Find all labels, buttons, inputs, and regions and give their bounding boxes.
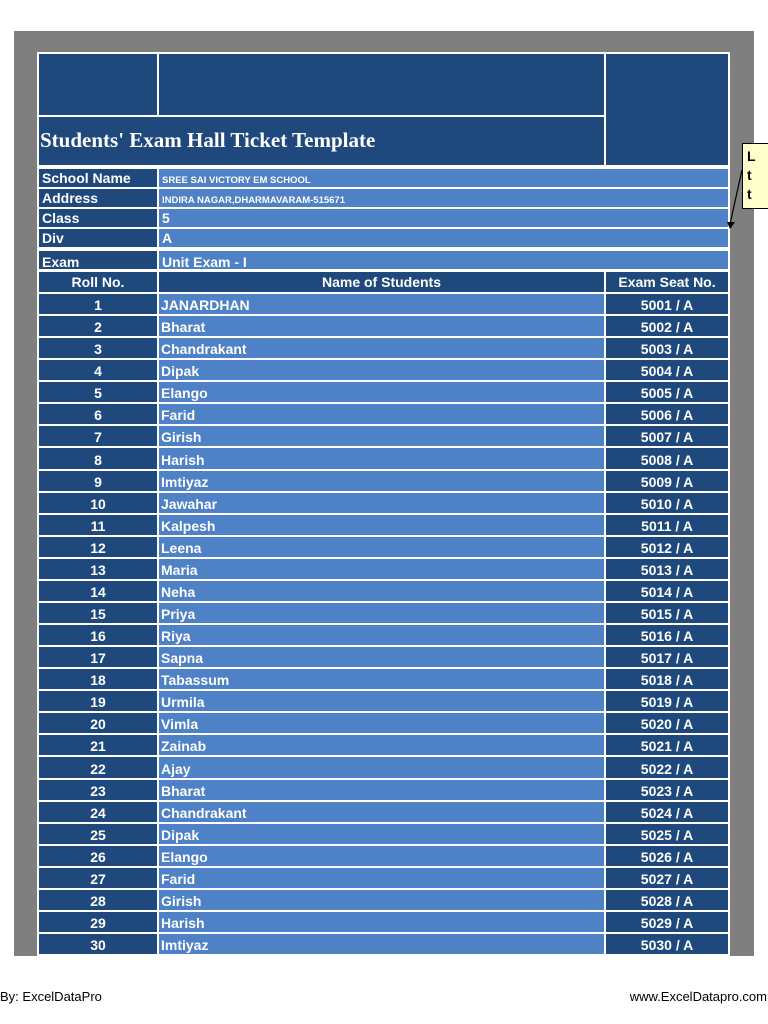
exam-seat-cell[interactable]: 5014 / A (604, 581, 730, 603)
roll-no-cell[interactable]: 2 (37, 316, 159, 338)
comment-text: L t t (747, 148, 756, 202)
class-label: Class (37, 207, 159, 229)
school-name-label: School Name (37, 167, 159, 189)
exam-seat-cell[interactable]: 5030 / A (604, 934, 730, 956)
comment-arrow-icon (726, 168, 746, 230)
exam-seat-cell[interactable]: 5005 / A (604, 382, 730, 404)
header-middle-cell (157, 52, 606, 117)
roll-no-cell[interactable]: 22 (37, 757, 159, 780)
exam-seat-cell[interactable]: 5011 / A (604, 515, 730, 537)
student-name-cell[interactable]: Neha (157, 581, 606, 603)
student-name-cell[interactable]: Chandrakant (157, 802, 606, 824)
exam-seat-cell[interactable]: 5008 / A (604, 448, 730, 471)
exam-seat-cell[interactable]: 5018 / A (604, 669, 730, 691)
footer-credit: By: ExcelDataPro (0, 989, 102, 1004)
student-name-cell[interactable]: Elango (157, 382, 606, 404)
exam-seat-cell[interactable]: 5002 / A (604, 316, 730, 338)
col-header-roll: Roll No. (37, 270, 159, 294)
roll-no-cell[interactable]: 5 (37, 382, 159, 404)
student-name-cell[interactable]: Farid (157, 868, 606, 890)
roll-no-cell[interactable]: 1 (37, 294, 159, 316)
exam-seat-cell[interactable]: 5019 / A (604, 691, 730, 713)
student-name-cell[interactable]: Ajay (157, 757, 606, 780)
roll-no-cell[interactable]: 9 (37, 471, 159, 493)
address-label: Address (37, 187, 159, 209)
student-name-cell[interactable]: Vimla (157, 713, 606, 735)
roll-no-cell[interactable]: 12 (37, 537, 159, 559)
address-value[interactable]: INDIRA NAGAR,DHARMAVARAM-515671 (157, 187, 730, 209)
roll-no-cell[interactable]: 16 (37, 625, 159, 647)
roll-no-cell[interactable]: 7 (37, 426, 159, 448)
student-name-cell[interactable]: Girish (157, 890, 606, 912)
student-name-cell[interactable]: Bharat (157, 780, 606, 802)
roll-no-cell[interactable]: 24 (37, 802, 159, 824)
roll-no-cell[interactable]: 27 (37, 868, 159, 890)
student-name-cell[interactable]: JANARDHAN (157, 294, 606, 316)
exam-label: Exam (37, 249, 159, 271)
exam-seat-cell[interactable]: 5003 / A (604, 338, 730, 360)
roll-no-cell[interactable]: 19 (37, 691, 159, 713)
student-name-cell[interactable]: Harish (157, 448, 606, 471)
roll-no-cell[interactable]: 6 (37, 404, 159, 426)
student-name-cell[interactable]: Farid (157, 404, 606, 426)
roll-no-cell[interactable]: 28 (37, 890, 159, 912)
roll-no-cell[interactable]: 11 (37, 515, 159, 537)
exam-seat-cell[interactable]: 5025 / A (604, 824, 730, 846)
roll-no-cell[interactable]: 15 (37, 603, 159, 625)
div-value[interactable]: A (157, 227, 730, 249)
student-name-cell[interactable]: Zainab (157, 735, 606, 757)
exam-seat-cell[interactable]: 5016 / A (604, 625, 730, 647)
exam-seat-cell[interactable]: 5013 / A (604, 559, 730, 581)
roll-no-cell[interactable]: 30 (37, 934, 159, 956)
student-name-cell[interactable]: Girish (157, 426, 606, 448)
roll-no-cell[interactable]: 8 (37, 448, 159, 471)
header-left-cell (37, 52, 159, 117)
exam-seat-cell[interactable]: 5020 / A (604, 713, 730, 735)
div-label: Div (37, 227, 159, 249)
student-name-cell[interactable]: Priya (157, 603, 606, 625)
roll-no-cell[interactable]: 13 (37, 559, 159, 581)
roll-no-cell[interactable]: 3 (37, 338, 159, 360)
roll-no-cell[interactable]: 29 (37, 912, 159, 934)
exam-seat-cell[interactable]: 5022 / A (604, 757, 730, 780)
student-name-cell[interactable]: Riya (157, 625, 606, 647)
header-logo-cell (604, 52, 730, 167)
exam-seat-cell[interactable]: 5007 / A (604, 426, 730, 448)
school-name-value[interactable]: SREE SAI VICTORY EM SCHOOL (157, 167, 730, 189)
exam-seat-cell[interactable]: 5017 / A (604, 647, 730, 669)
exam-seat-cell[interactable]: 5026 / A (604, 846, 730, 868)
roll-no-cell[interactable]: 25 (37, 824, 159, 846)
roll-no-cell[interactable]: 14 (37, 581, 159, 603)
student-name-cell[interactable]: Kalpesh (157, 515, 606, 537)
col-header-name: Name of Students (157, 270, 606, 294)
exam-seat-cell[interactable]: 5012 / A (604, 537, 730, 559)
student-name-cell[interactable]: Maria (157, 559, 606, 581)
class-value[interactable]: 5 (157, 207, 730, 229)
student-name-cell[interactable]: Imtiyaz (157, 471, 606, 493)
student-name-cell[interactable]: Chandrakant (157, 338, 606, 360)
footer-website-link[interactable]: www.ExcelDatapro.com (629, 989, 767, 1004)
col-header-seat: Exam Seat No. (604, 270, 730, 294)
roll-no-cell[interactable]: 26 (37, 846, 159, 868)
student-name-cell[interactable]: Sapna (157, 647, 606, 669)
student-name-cell[interactable]: Dipak (157, 824, 606, 846)
student-name-cell[interactable]: Jawahar (157, 493, 606, 515)
student-name-cell[interactable]: Leena (157, 537, 606, 559)
roll-no-cell[interactable]: 21 (37, 735, 159, 757)
exam-seat-cell[interactable]: 5024 / A (604, 802, 730, 824)
exam-seat-cell[interactable]: 5015 / A (604, 603, 730, 625)
exam-seat-cell[interactable]: 5001 / A (604, 294, 730, 316)
roll-no-cell[interactable]: 10 (37, 493, 159, 515)
roll-no-cell[interactable]: 17 (37, 647, 159, 669)
student-name-cell[interactable]: Harish (157, 912, 606, 934)
exam-seat-cell[interactable]: 5029 / A (604, 912, 730, 934)
roll-no-cell[interactable]: 4 (37, 360, 159, 382)
exam-seat-cell[interactable]: 5004 / A (604, 360, 730, 382)
roll-no-cell[interactable]: 20 (37, 713, 159, 735)
student-name-cell[interactable]: Imtiyaz (157, 934, 606, 956)
roll-no-cell[interactable]: 23 (37, 780, 159, 802)
exam-seat-cell[interactable]: 5009 / A (604, 471, 730, 493)
student-name-cell[interactable]: Bharat (157, 316, 606, 338)
exam-seat-cell[interactable]: 5006 / A (604, 404, 730, 426)
exam-seat-cell[interactable]: 5010 / A (604, 493, 730, 515)
student-name-cell[interactable]: Urmila (157, 691, 606, 713)
student-name-cell[interactable]: Elango (157, 846, 606, 868)
exam-seat-cell[interactable]: 5023 / A (604, 780, 730, 802)
student-name-cell[interactable]: Dipak (157, 360, 606, 382)
student-name-cell[interactable]: Tabassum (157, 669, 606, 691)
roll-no-cell[interactable]: 18 (37, 669, 159, 691)
exam-seat-cell[interactable]: 5027 / A (604, 868, 730, 890)
exam-seat-cell[interactable]: 5028 / A (604, 890, 730, 912)
page-title: Students' Exam Hall Ticket Template (40, 128, 376, 152)
exam-value[interactable]: Unit Exam - I (157, 249, 730, 271)
exam-seat-cell[interactable]: 5021 / A (604, 735, 730, 757)
